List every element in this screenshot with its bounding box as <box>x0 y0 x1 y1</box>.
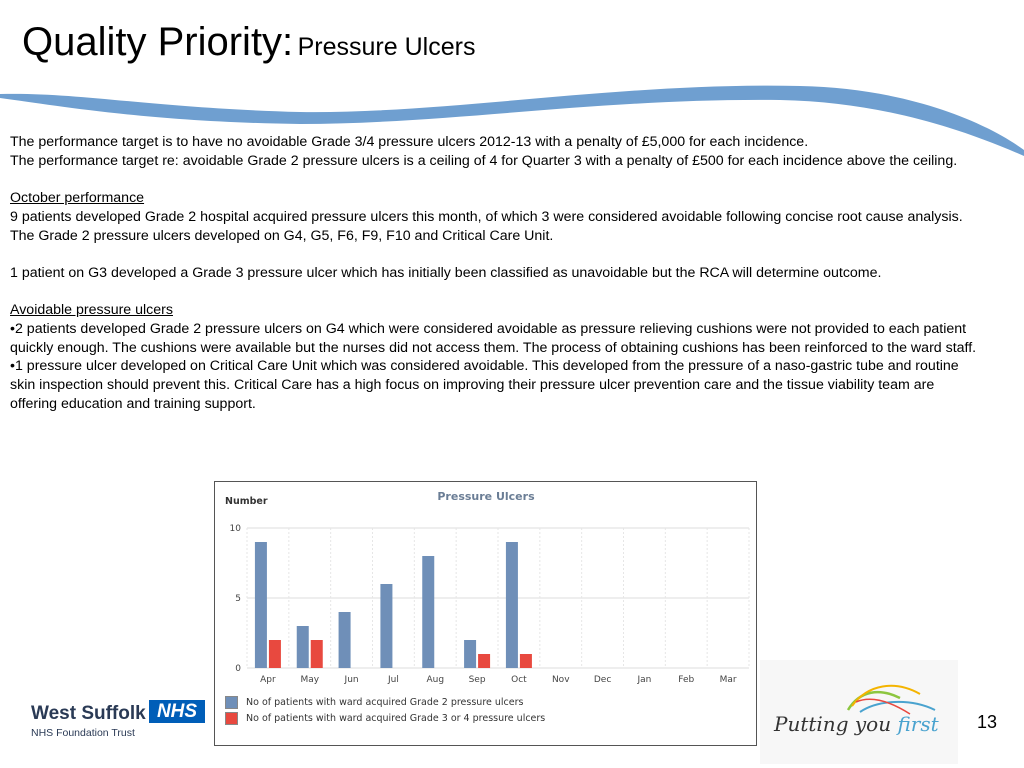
y-tick-label: 5 <box>235 594 241 604</box>
target-line-2: The performance target re: avoidable Grade 2 pressure ulcers is a ceiling of 4 for Quarter 3 with a penalty of £500 for each incidence above the ceiling. <box>10 152 958 169</box>
trust-name: West Suffolk <box>31 703 146 724</box>
x-tick-label: Sep <box>468 675 486 685</box>
chart-ylabel: Number <box>225 496 268 507</box>
west-suffolk-nhs-logo <box>31 697 206 742</box>
october-heading: October performance <box>10 190 145 207</box>
legend-label-grade34: No of patients with ward acquired Grade 3 or 4 pressure ulcers <box>246 712 546 724</box>
slogan-part2: first <box>897 712 939 736</box>
swirl-icon <box>760 660 958 720</box>
grade3-text: 1 patient on G3 developed a Grade 3 pressure ulcer which has initially been classified as unavoidable but the RCA will determine outcome. <box>10 264 882 281</box>
legend-swatch-grade34 <box>225 712 238 725</box>
bar-grade2 <box>422 556 434 668</box>
slide-body <box>10 133 985 414</box>
legend-label-grade2: No of patients with ward acquired Grade 2 pressure ulcers <box>246 696 524 708</box>
bar-grade2 <box>297 626 309 668</box>
nhs-badge: NHS <box>149 700 205 723</box>
x-tick-label: Mar <box>719 675 737 685</box>
trust-subtitle: NHS Foundation Trust <box>31 727 135 739</box>
bullet-2: •1 pressure ulcer developed on Critical Care Unit which was considered avoidable. This developed from the pressure of a naso-gastric tube and routine skin inspection should prevent this. Critical Care has a high focus on improving their pressure ulcer prevention care and the tissue viability team are offering education and training support. <box>10 358 959 412</box>
bar-grade2 <box>464 640 476 668</box>
x-tick-label: Feb <box>678 675 695 685</box>
x-tick-label: Jan <box>637 675 652 685</box>
legend-swatch-grade2 <box>225 696 238 709</box>
chart-legend <box>225 694 545 726</box>
pressure-ulcers-chart <box>214 481 757 746</box>
bar-grade34 <box>520 654 532 668</box>
x-tick-label: Jun <box>344 675 359 685</box>
avoidable-heading: Avoidable pressure ulcers <box>10 302 173 319</box>
bar-grade34 <box>311 640 323 668</box>
x-tick-label: May <box>300 675 320 685</box>
page-number: 13 <box>977 712 998 732</box>
slogan-part1: Putting you <box>774 712 898 736</box>
x-tick-label: Apr <box>260 675 276 685</box>
bar-grade2 <box>255 542 267 668</box>
bar-grade2 <box>506 542 518 668</box>
bar-grade34 <box>478 654 490 668</box>
slide-title <box>22 20 475 65</box>
october-text: 9 patients developed Grade 2 hospital acquired pressure ulcers this month, of which 3 were considered avoidable following concise root cause analysis. The Grade 2 pressure ulcers developed on G4, G5, F6, F9, F10 and Critical Care Unit. <box>10 208 963 244</box>
x-tick-label: Aug <box>426 675 445 685</box>
x-tick-label: Nov <box>551 675 570 685</box>
bar-grade2 <box>380 584 392 668</box>
y-tick-label: 10 <box>229 524 241 534</box>
y-tick-label: 0 <box>235 664 241 674</box>
x-tick-label: Oct <box>511 675 527 685</box>
slogan <box>774 712 939 736</box>
bar-grade2 <box>339 612 351 668</box>
title-sub: Pressure Ulcers <box>297 33 476 61</box>
putting-you-first-logo <box>760 660 958 764</box>
legend-item-grade2 <box>225 694 545 710</box>
bullet-1: •2 patients developed Grade 2 pressure ulcers on G4 which were considered avoidable as pressure relieving cushions were not provided to each patient quickly enough. The cushions were available but the nurses did not access them. The process of obtaining cushions has been reinforced to the ward staff. <box>10 320 977 356</box>
x-tick-label: Dec <box>593 675 612 685</box>
target-line-1: The performance target is to have no avoidable Grade 3/4 pressure ulcers 2012-13 with a penalty of £5,000 for each incidence. <box>10 134 809 150</box>
legend-item-grade34 <box>225 710 545 726</box>
x-tick-label: Jul <box>387 675 399 685</box>
chart-title: Pressure Ulcers <box>437 490 535 503</box>
title-main: Quality Priority: <box>22 20 294 64</box>
bar-grade34 <box>269 640 281 668</box>
